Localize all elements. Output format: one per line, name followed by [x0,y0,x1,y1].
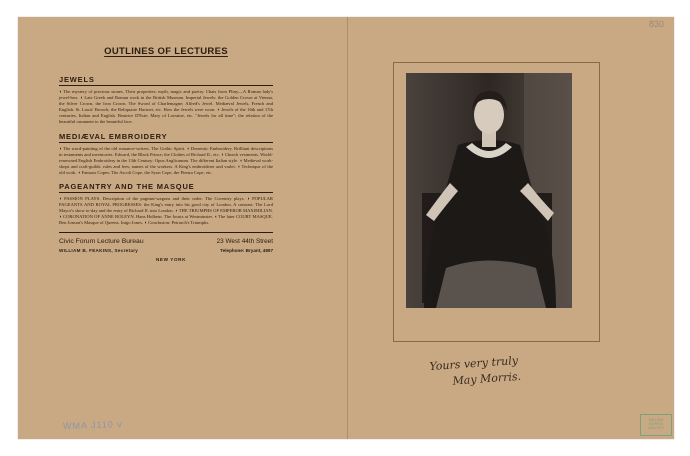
section-text: ◖ PASSION PLAYS. Description of the pageant-wagons and their order. The Coventry plays. ◖ POPULAR PAGEANTS AND ROYAL PROGRESSES: the King's entry into his good city of London. A contrast: The Lord Mayor's show to-day and the entry of Richard II. into London. ◖ THE TRIUMPHS OF EMPEROR MAXIMILIAN. ◖ CORONATION OF ANNE BOLEYN. Hans Holbein. The Jousts at Westminster. ◖ The later COURT MASQUE. Ben Jonson's Masque of Queens. Inigo Jones. ◖ Conclusion: Petrarch's Triumphs. [59,196,273,226]
section-jewels [59,75,273,126]
handwritten-signature [429,353,522,391]
pencil-note-top: 830 [648,19,664,29]
archive-stamp: WILLIAM MORRIS GALLERY [640,414,672,436]
bureau-name: Civic Forum Lecture Bureau [59,237,144,245]
page-fold [347,17,348,439]
portrait-illustration [406,73,572,308]
section-text: ◖ The mystery of precious stones. Their properties: myth, magic and poetry. Chats from Pliny—A Roman lady's jewel-box. ◖ Late Greek and Roman work in the British Museum. Imperial Jewels: the Golden Crown at Vienna, the Silver Crown, the Iron Crown. The Sword of Charlemagne; Alfred's Jewel. Mediæval Jewels, French and English. St. Louis' Brooch; the Reliquaire Hacinet, etc. How the Jewels were worn. ◖ Jewels of the 16th and 17th centuries, Italian and English. Beatrice D'Este; Mary of Lorraine, etc. "Jewels for all time"; the relation of the beautiful ornament to the beautiful face. [59,89,273,125]
city: NEW YORK [156,256,186,262]
address: 23 West 44th Street [216,237,273,245]
telephone: Telephone: Bryant, 4897 [220,247,273,253]
signature-line: Yours very truly [429,354,519,374]
left-page [59,46,273,268]
section-heading: PAGEANTRY AND THE MASQUE [59,182,273,193]
signature-name: May Morris. [452,369,522,388]
section-embroidery [59,132,273,176]
section-pageantry [59,182,273,226]
footer [59,232,273,268]
photo-mount [393,62,600,342]
portrait-photo [406,73,572,308]
section-heading: JEWELS [59,75,273,86]
page-title: OUTLINES OF LECTURES [104,46,228,57]
section-text: ◖ The word-painting of the old romance-writers. The Gothic Spirit. ◖ Domestic Embroidery. Brilliant descriptions in testaments and inventories. Edward, the Black Prince; the Clothes of Richard II., etc. ◖ Church vestments. World-renowned English Embroidery in the 13th Century: Opus Anglicanum. The different Italian style. ◖ Medieval work-shops and craft-guilds: rules and fees; names of the workers. A King's embroiderer and varlet. ◖ Technique of the old work. ◖ Famous Copes: The Ascoli Cope, the Syon Cope, the Pienza Cope, etc. [59,145,273,175]
pencil-note-bottom: WMA J110 v [62,418,124,432]
secretary: WILLIAM B. FEAKINS, Secretary [59,247,139,253]
section-heading: MEDIÆVAL EMBROIDERY [59,132,273,143]
